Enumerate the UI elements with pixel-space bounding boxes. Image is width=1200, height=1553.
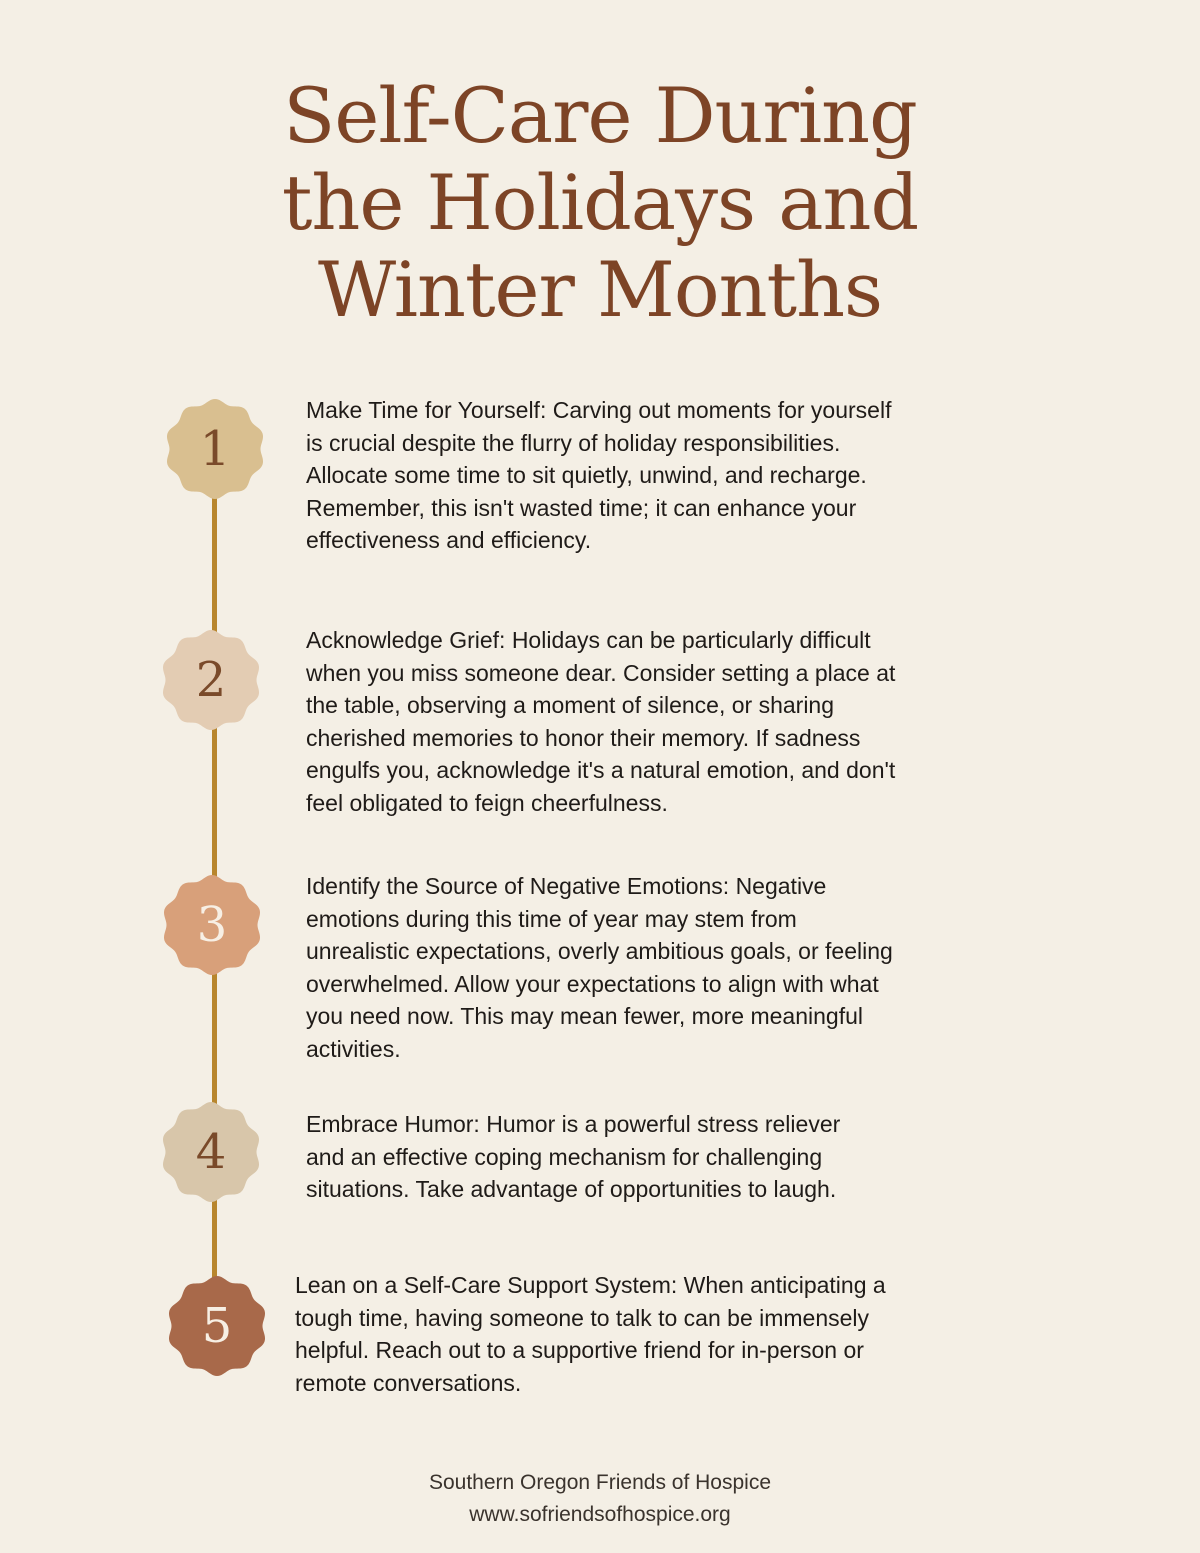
step-line: effectiveness and efficiency. bbox=[306, 527, 592, 553]
step-badge bbox=[161, 874, 263, 976]
step-line: you need now. This may mean fewer, more meaningful bbox=[306, 1003, 863, 1029]
step-badge bbox=[160, 1101, 262, 1203]
step-number: 4 bbox=[195, 1124, 227, 1180]
step-badge bbox=[164, 398, 266, 500]
step-badge bbox=[160, 629, 262, 731]
step-line: emotions during this time of year may stem from bbox=[306, 905, 797, 932]
step-line: overwhelmed. Allow your expectations to align with what bbox=[306, 970, 879, 997]
step-text bbox=[306, 870, 893, 1065]
step-number: 1 bbox=[199, 421, 231, 477]
step-number: 2 bbox=[195, 652, 227, 708]
step-line: situations. Take advantage of opportunities to laugh. bbox=[306, 1176, 837, 1202]
step-line: Lean on a Self-Care Support System: When anticipating a bbox=[295, 1272, 886, 1298]
title-line-1: Self-Care During bbox=[283, 71, 917, 160]
title-line-3: Winter Months bbox=[317, 245, 883, 334]
step-text bbox=[306, 1108, 840, 1206]
step-line: engulfs you, acknowledge it's a natural emotion, and don't bbox=[306, 757, 896, 783]
step-line: activities. bbox=[306, 1035, 401, 1062]
step-text bbox=[295, 1269, 886, 1399]
step-line: Acknowledge Grief: Holidays can be particularly difficult bbox=[306, 627, 871, 653]
step-line: unrealistic expectations, overly ambitious goals, or feeling bbox=[306, 938, 893, 964]
step-number: 5 bbox=[201, 1298, 233, 1354]
step-line: helpful. Reach out to a supportive friend for in-person or bbox=[295, 1337, 864, 1363]
step-line: the table, observing a moment of silence, or sharing bbox=[306, 692, 835, 718]
step-line: Identify the Source of Negative Emotions: Negative bbox=[306, 873, 827, 899]
step-line: Embrace Humor: Humor is a powerful stress reliever bbox=[306, 1111, 841, 1137]
step-line: feel obligated to feign cheerfulness. bbox=[306, 789, 668, 816]
step-line: Allocate some time to sit quietly, unwind, and recharge. bbox=[306, 462, 867, 488]
step-text bbox=[306, 624, 895, 819]
step-line: remote conversations. bbox=[295, 1369, 522, 1396]
page-title bbox=[0, 72, 1200, 333]
step-line: Remember, this isn't wasted time; it can enhance your bbox=[306, 494, 857, 521]
footer bbox=[0, 1467, 1200, 1531]
step-line: tough time, having someone to talk to can be immensely bbox=[295, 1304, 870, 1331]
footer-org: Southern Oregon Friends of Hospice bbox=[428, 1471, 772, 1494]
step-line: and an effective coping mechanism for challenging bbox=[306, 1143, 823, 1170]
step-number: 3 bbox=[196, 897, 228, 953]
title-line-2: the Holidays and bbox=[281, 158, 919, 247]
step-line: is crucial despite the flurry of holiday responsibilities. bbox=[306, 429, 841, 456]
step-badge bbox=[166, 1275, 268, 1377]
step-line: cherished memories to honor their memory. If sadness bbox=[306, 724, 861, 751]
footer-url[interactable]: www.sofriendsofhospice.org bbox=[469, 1503, 731, 1526]
step-text bbox=[306, 394, 891, 557]
step-line: when you miss someone dear. Consider setting a place at bbox=[306, 659, 896, 686]
step-line: Make Time for Yourself: Carving out moments for yourself bbox=[306, 397, 892, 423]
